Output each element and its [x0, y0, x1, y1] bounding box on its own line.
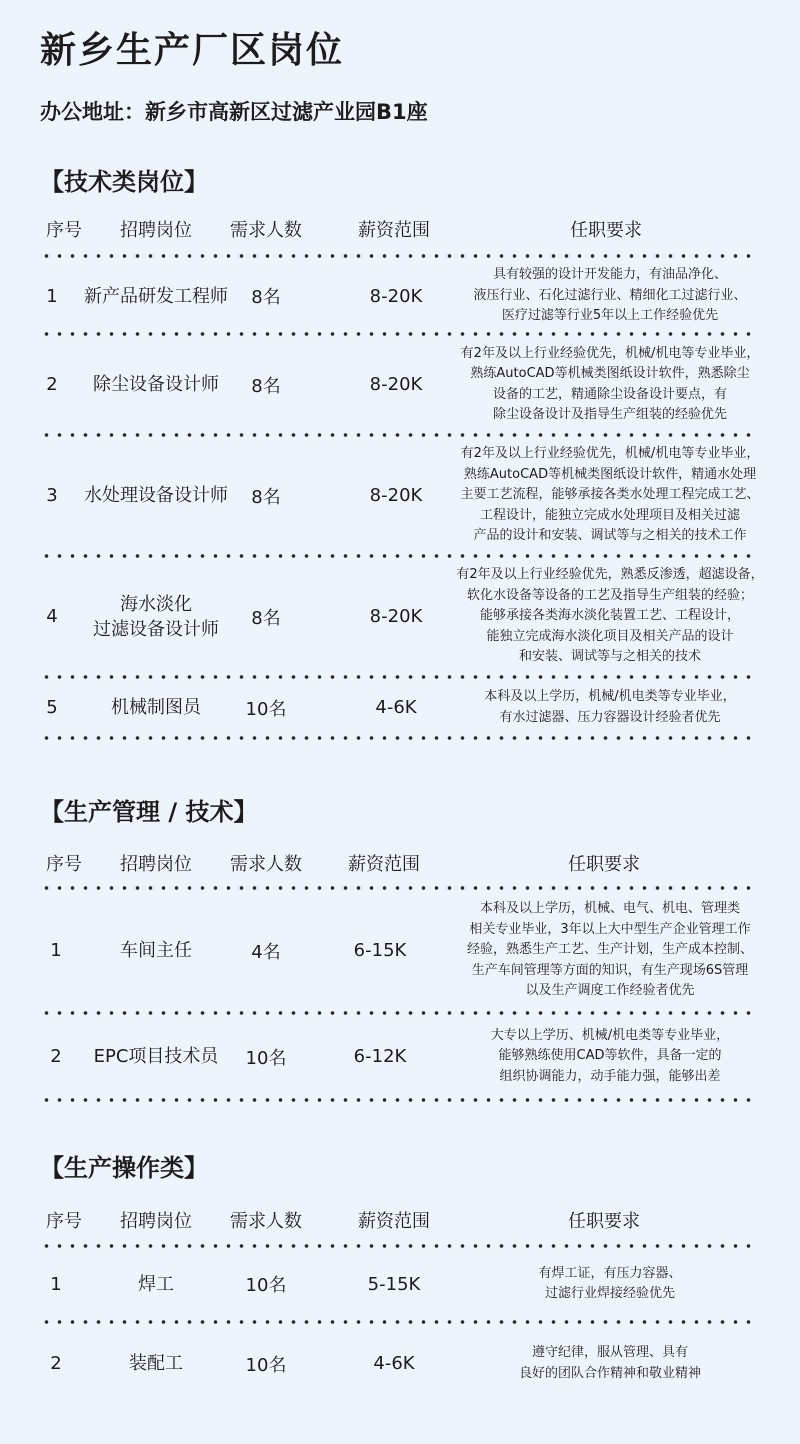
- requirement-line: 有焊工证，有压力容器、: [538, 1265, 682, 1281]
- row-divider: [40, 554, 755, 558]
- header-no: 序号: [46, 220, 82, 241]
- requirement-line: 有2年及以上行业经验优先，机械/机电等专业毕业，: [460, 446, 760, 462]
- requirement-line: 熟练AutoCAD等机械类图纸设计软件，熟悉除尘: [470, 366, 750, 381]
- job-requirements: [484, 677, 735, 738]
- table-row: [0, 1013, 800, 1100]
- table-row: [0, 334, 800, 435]
- page-title: 新乡生产厂区岗位: [40, 30, 345, 71]
- requirement-line: 医疗过滤等行业5年以上工作经验优先: [501, 308, 719, 324]
- row-divider: [40, 433, 755, 437]
- header-count: 需求人数: [230, 1211, 302, 1232]
- requirement-line: 工程设计，能独立完成水处理项目及相关过滤: [479, 507, 741, 523]
- job-requirements: [538, 1246, 681, 1322]
- requirement-line: 经验，熟悉生产工艺、生产计划，生产成本控制、: [466, 942, 754, 958]
- job-position-line: 水处理设备设计师: [84, 485, 228, 506]
- job-position: [111, 677, 201, 738]
- job-position: [84, 435, 228, 556]
- job-position: [93, 556, 219, 677]
- header-requirements: 任职要求: [570, 220, 642, 241]
- row-number: 5: [46, 697, 58, 718]
- row-divider: [40, 675, 755, 679]
- header-requirements: 任职要求: [568, 1211, 640, 1232]
- table-row: [0, 435, 800, 556]
- row-number: 2: [50, 1046, 62, 1067]
- requirement-line: 液压行业、石化过滤行业、精细化工过滤行业、: [473, 287, 747, 303]
- requirement-line: 本科及以上学历，机械、电气、机电、管理类: [479, 901, 741, 917]
- salary-range: 8-20K: [369, 285, 423, 307]
- row-number: 3: [46, 485, 58, 506]
- job-requirements: [473, 258, 746, 334]
- row-number: 1: [50, 1273, 62, 1295]
- requirement-line: 和安装、调试等与之相关的技术: [518, 649, 701, 665]
- job-position-line: 新产品研发工程师: [84, 285, 228, 307]
- header-salary: 薪资范围: [358, 220, 430, 241]
- job-requirements: [519, 1322, 701, 1405]
- job-position-line: 除尘设备设计师: [93, 374, 219, 395]
- headcount: 10名: [245, 1047, 287, 1069]
- job-position-line: 装配工: [129, 1353, 183, 1374]
- table-row: [0, 1246, 800, 1322]
- headcount: 8名: [251, 607, 281, 629]
- requirement-line: 除尘设备设计及指导生产组装的经验优先: [492, 407, 727, 422]
- requirement-line: 有水过滤器、压力容器设计经验者优先: [499, 709, 721, 725]
- header-salary: 薪资范围: [358, 1211, 430, 1232]
- header-requirements: 任职要求: [568, 854, 640, 875]
- headcount: 8名: [251, 486, 281, 508]
- table-header: [0, 214, 800, 248]
- requirement-line: 遵守纪律，服从管理、具有: [531, 1345, 689, 1360]
- office-address: 办公地址：新乡市高新区过滤产业园B1座: [40, 100, 428, 124]
- header-count: 需求人数: [230, 854, 302, 875]
- job-position: [94, 1013, 219, 1100]
- requirement-line: 主要工艺流程，能够承接各类水处理工程完成工艺、: [460, 487, 760, 503]
- job-position-line: 海水淡化: [120, 593, 192, 615]
- job-requirements: [460, 435, 759, 556]
- section-title: 【生产管理 / 技术】: [40, 798, 258, 826]
- requirement-line: 设备的工艺，精通除尘设备设计要点，有: [492, 386, 727, 402]
- salary-range: 4-6K: [375, 697, 417, 718]
- row-number: 1: [46, 285, 58, 307]
- row-divider: [40, 332, 755, 336]
- requirement-line: 有2年及以上行业经验优先，熟悉反渗透，超滤设备，: [456, 567, 764, 583]
- headcount: 8名: [251, 287, 281, 308]
- headcount: 8名: [251, 375, 281, 397]
- job-requirements: [456, 556, 763, 677]
- table-row: [0, 556, 800, 677]
- requirement-line: 能够熟练使用CAD等软件，具备一定的: [498, 1048, 722, 1064]
- requirement-line: 软化水设备等设备的工艺及指导生产组装的经验；: [466, 587, 753, 603]
- row-divider: [40, 736, 755, 740]
- job-position-line: 机械制图员: [111, 697, 201, 718]
- salary-range: 6-15K: [353, 940, 407, 961]
- job-position-line: 过滤设备设计师: [93, 618, 219, 640]
- requirement-line: 以及生产调度工作经验者优先: [525, 983, 695, 999]
- requirement-line: 过滤行业焊接经验优先: [544, 1286, 676, 1301]
- salary-range: 8-20K: [369, 485, 423, 506]
- salary-range: 6-12K: [353, 1046, 407, 1067]
- table-row: [0, 258, 800, 334]
- requirement-line: 良好的团队合作精神和敬业精神: [518, 1365, 702, 1381]
- requirement-line: 具有较强的设计开发能力，有油品净化、: [492, 267, 728, 283]
- job-position-line: 车间主任: [120, 940, 192, 961]
- table-row: [0, 1322, 800, 1405]
- row-number: 2: [46, 374, 58, 395]
- row-number: 4: [46, 606, 58, 627]
- header-position: 招聘岗位: [120, 1211, 192, 1232]
- header-no: 序号: [46, 1211, 82, 1232]
- job-position: [138, 1246, 174, 1322]
- section-title: 【生产操作类】: [40, 1154, 208, 1182]
- table-row: [0, 677, 800, 738]
- salary-range: 4-6K: [373, 1353, 415, 1374]
- requirement-line: 相关专业毕业，3年以上大中型生产企业管理工作: [469, 921, 751, 937]
- salary-range: 5-15K: [367, 1273, 421, 1295]
- section-title: 【技术类岗位】: [40, 168, 208, 196]
- table-header: [0, 848, 800, 882]
- requirement-line: 大专以上学历、机械/机电类等专业毕业，: [490, 1027, 730, 1043]
- requirement-line: 能独立完成海水淡化项目及相关产品的设计: [486, 628, 734, 644]
- salary-range: 8-20K: [369, 606, 423, 627]
- job-requirements: [461, 334, 760, 435]
- job-position: [120, 888, 192, 1013]
- requirement-line: 组织协调能力，动手能力强，能够出差: [499, 1068, 721, 1084]
- job-position: [93, 334, 219, 435]
- salary-range: 8-20K: [369, 374, 423, 395]
- job-position: [129, 1322, 183, 1405]
- headcount: 10名: [245, 698, 287, 720]
- row-number: 1: [50, 940, 62, 961]
- job-requirements: [491, 1013, 729, 1100]
- requirement-line: 有2年及以上行业经验优先，机械/机电等专业毕业，: [460, 345, 760, 361]
- header-position: 招聘岗位: [120, 220, 192, 241]
- requirement-line: 本科及以上学历，机械/机电类等专业毕业，: [484, 689, 736, 704]
- row-number: 2: [50, 1353, 62, 1374]
- header-position: 招聘岗位: [120, 854, 192, 875]
- headcount: 4名: [251, 941, 281, 963]
- requirement-line: 生产车间管理等方面的知识，有生产现场6S管理: [471, 962, 749, 978]
- row-divider: [40, 1320, 755, 1324]
- headcount: 10名: [245, 1275, 287, 1296]
- headcount: 10名: [245, 1354, 287, 1376]
- requirement-line: 能够承接各类海水淡化装置工艺、工程设计，: [479, 608, 740, 624]
- requirement-line: 产品的设计和安装、调试等与之相关的技术工作: [473, 528, 747, 544]
- job-position: [84, 258, 228, 334]
- header-no: 序号: [46, 854, 82, 875]
- table-row: [0, 888, 800, 1013]
- table-header: [0, 1205, 800, 1239]
- job-requirements: [467, 888, 753, 1013]
- requirement-line: 熟练AutoCAD等机械类图纸设计软件，精通水处理: [463, 466, 757, 482]
- job-position-line: 焊工: [138, 1273, 174, 1295]
- header-count: 需求人数: [230, 220, 302, 241]
- row-divider: [40, 1011, 755, 1015]
- header-salary: 薪资范围: [348, 854, 420, 875]
- row-divider: [40, 1098, 755, 1102]
- job-position-line: EPC项目技术员: [93, 1046, 219, 1067]
